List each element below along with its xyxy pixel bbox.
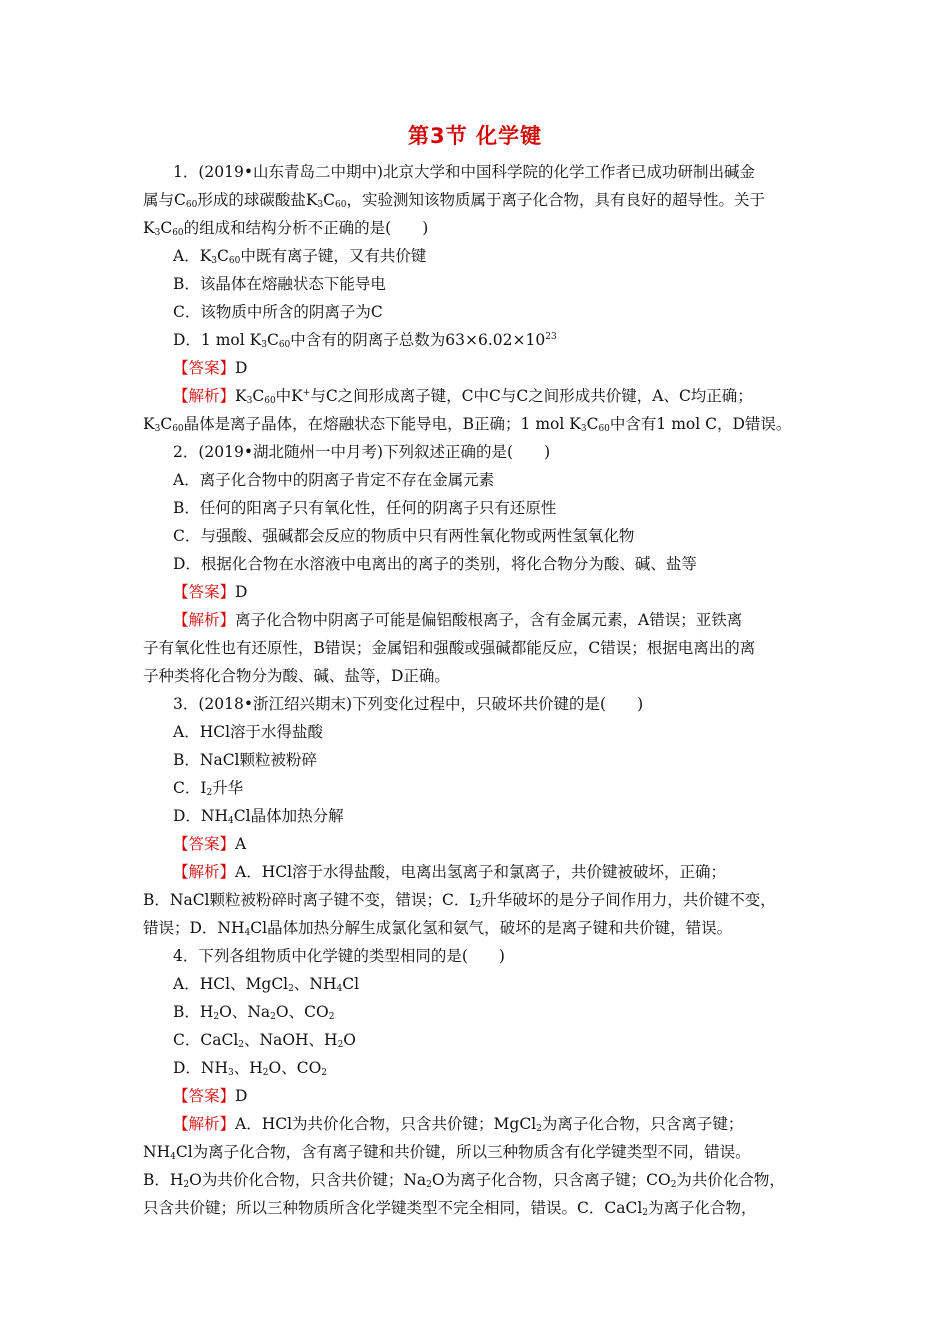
text-line: 2．(2019•湖北随州一中月考)下列叙述正确的是( ) [173, 443, 551, 461]
section-tag: 【解析】 [173, 611, 236, 629]
text-line: 【答案】D [173, 359, 248, 377]
text-line: 1．(2019•山东青岛二中期中)北京大学和中国科学院的化学工作者已成功研制出碱金 [173, 163, 756, 181]
section-tag: 【答案】 [173, 1087, 236, 1105]
text-line: B．该晶体在熔融状态下能导电 [173, 275, 386, 293]
text-line: C．CaCl$_2$、NaOH、$H_2O$ [173, 1031, 357, 1050]
text-line: $K_3C_{60}$的组成和结构分析不正确的是( ) [143, 219, 429, 238]
section-tag: 【解析】 [173, 863, 236, 881]
text-line: A．HCl溶于水得盐酸 [173, 723, 324, 741]
text-line: 【答案】D [173, 583, 248, 601]
text-line: A．$K_3C_{60}$中既有离子键，又有共价键 [173, 247, 427, 266]
text-line: B．NaCl颗粒被粉碎 [173, 751, 318, 769]
section-tag: 【解析】 [173, 387, 236, 405]
text-line: B．NaCl颗粒被粉碎时离子键不变，错误；C．$I_2$升华破坏的是分子间作用力，共价键不变， [143, 891, 776, 910]
text-line: 3．(2018•浙江绍兴期末)下列变化过程中，只破坏共价键的是( ) [173, 695, 644, 713]
text-line: 只含共价键；所以三种物质所含化学键类型不完全相同，错误。C．CaCl$_2$为离子化合物， [143, 1199, 757, 1218]
text-line: B．任何的阳离子只有氧化性，任何的阴离子只有还原性 [173, 499, 557, 517]
section-tag: 【解析】 [173, 1115, 236, 1133]
text-line: C．该物质中所含的阴离子为C [173, 303, 383, 321]
text-line: 错误；D．$NH_4Cl$晶体加热分解生成氯化氢和氨气，破坏的是离子键和共价键，错误。 [143, 919, 733, 938]
document-body [143, 158, 809, 1222]
text-line: 【解析】A．HCl溶于水得盐酸，电离出氢离子和氯离子，共价键被破坏，正确； [173, 863, 727, 881]
text-line: B．$H_2O$、$Na_2O$、$CO_2$ [173, 1003, 335, 1022]
page-title: 第3节 化学键 [408, 124, 542, 148]
text-line: $NH_4Cl$为离子化合物，含有离子键和共价键，所以三种物质含有化学键类型不同，错误。 [143, 1143, 751, 1162]
text-line: 【解析】$K_3C_{60}$中K+与C之间形成离子键，C中C与C之间形成共价键，A、C均正确； [173, 387, 753, 406]
text-line: 子有氧化性也有还原性，B错误；金属铝和强酸或强碱都能反应，C错误；根据电离出的离 [143, 639, 756, 657]
text-line: A．离子化合物中的阴离子肯定不存在金属元素 [173, 471, 495, 489]
text-line: D．1 mol $K_3C_{60}$中含有的阴离子总数为$63\times 6.02\times 10^{23}$ [173, 331, 557, 350]
section-tag: 【答案】 [173, 359, 236, 377]
text-line: 【解析】离子化合物中阴离子可能是偏铝酸根离子，含有金属元素，A错误；亚铁离 [173, 611, 743, 629]
text-line: C．$I_2$升华 [173, 779, 244, 798]
text-line: D．$NH_3$、$H_2O$、$CO_2$ [173, 1059, 328, 1078]
section-tag: 【答案】 [173, 835, 236, 853]
text-line: 子种类将化合物分为酸、碱、盐等，D正确。 [143, 667, 450, 685]
text-line: 4．下列各组物质中化学键的类型相同的是( ) [173, 947, 505, 965]
text-line: 【答案】D [173, 1087, 248, 1105]
text-line: B．$H_2O$为共价化合物，只含共价键；$Na_2O$为离子化合物，只含离子键；$CO_2$为共价化合物， [143, 1171, 785, 1190]
text-line: 【解析】A．HCl为共价化合物，只含共价键；MgCl$_2$为离子化合物，只含离子键； [173, 1115, 744, 1134]
text-line: 属与$C_{60}$形成的球碳酸盐$K_3C_{60}$，实验测知该物质属于离子化合物，具有良好的超导性。关于 [143, 191, 765, 210]
text-line: D．根据化合物在水溶液中电离出的离子的类别，将化合物分为酸、碱、盐等 [173, 555, 697, 573]
text-line: $K_3C_{60}$晶体是离子晶体，在熔融状态下能导电，B正确；1 mol $K_3C_{60}$中含有1 mol C，D错误。 [143, 415, 792, 434]
section-tag: 【答案】 [173, 583, 236, 601]
text-line: C．与强酸、强碱都会反应的物质中只有两性氧化物或两性氢氧化物 [173, 527, 635, 545]
text-line: 【答案】A [173, 835, 247, 853]
text-line: A．HCl、MgCl$_2$、$NH_4Cl$ [173, 975, 360, 994]
text-line: D．$NH_4Cl$晶体加热分解 [173, 807, 344, 826]
